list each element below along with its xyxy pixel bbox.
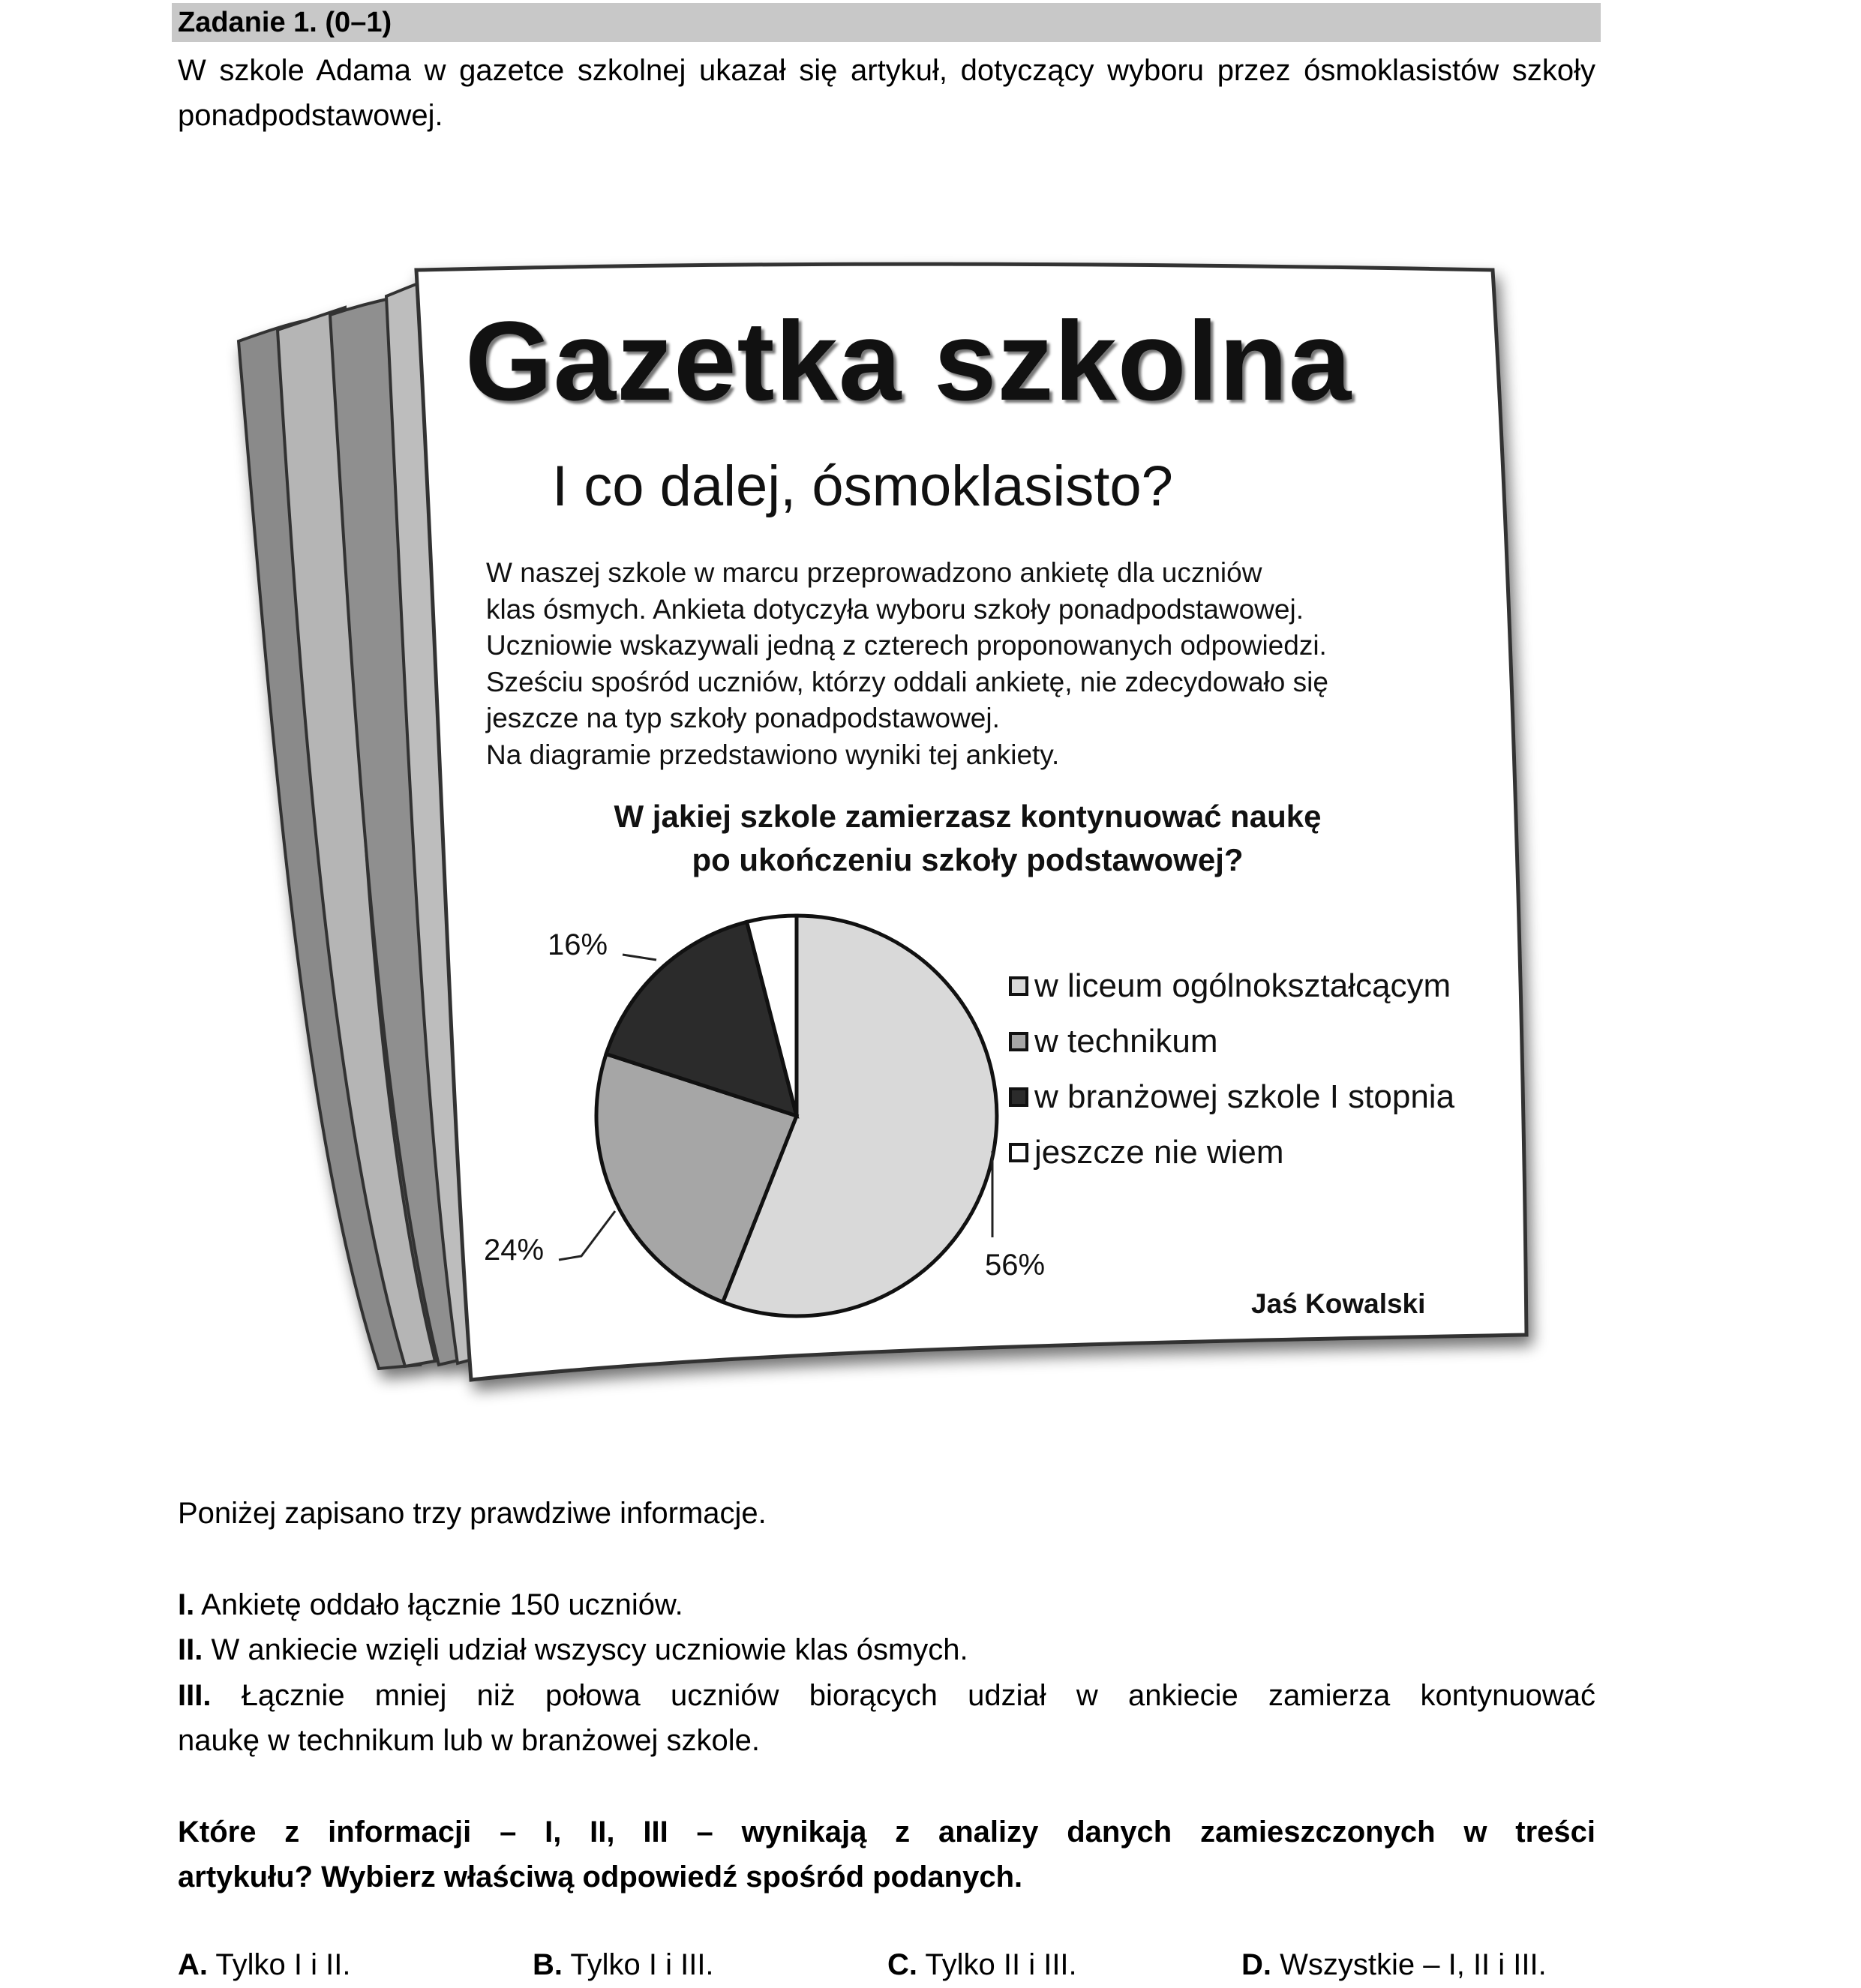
statement-text: W ankiecie wzięli udział wszyscy uczniowie klas ósmych. bbox=[211, 1633, 968, 1666]
newspaper-author: Jaś Kowalski bbox=[1251, 1288, 1426, 1319]
label-56: 56% bbox=[985, 1249, 1046, 1282]
legend-label: jeszcze nie wiem bbox=[1034, 1134, 1284, 1171]
legend-label: w liceum ogólnokształcącym bbox=[1034, 967, 1451, 1004]
body-line: jeszcze na typ szkoły ponadpodstawowej. bbox=[486, 703, 1000, 733]
option-text: Wszystkie – I, II i III. bbox=[1280, 1948, 1547, 1981]
statement-2 bbox=[178, 1627, 968, 1672]
option-a[interactable] bbox=[178, 1942, 350, 1987]
body-line: Na diagramie przedstawiono wyniki tej ankiety. bbox=[486, 739, 1060, 770]
legend-label: w branżowej szkole I stopnia bbox=[1034, 1078, 1455, 1115]
leader-line-24 bbox=[559, 1211, 615, 1260]
legend-swatch bbox=[1009, 1143, 1028, 1162]
option-c[interactable] bbox=[887, 1942, 1077, 1987]
task-intro: W szkole Adama w gazetce szkolnej ukazał się artykuł, dotyczący wyboru przez ósmoklasistów szkoły ponadpodstawowej. bbox=[178, 54, 1595, 132]
question-line-1: Które z informacji – I, II, III – wynikają z analizy danych zamieszczonych w treści bbox=[178, 1816, 1595, 1849]
statement-text: Ankietę oddało łącznie 150 uczniów. bbox=[201, 1588, 683, 1621]
legend-item bbox=[1009, 1134, 1284, 1171]
statement-number: III. bbox=[178, 1679, 212, 1712]
statement-number: II. bbox=[178, 1633, 203, 1666]
newspaper-title: Gazetka szkolna bbox=[465, 298, 1352, 424]
leader-line-16 bbox=[623, 955, 656, 960]
option-letter: B. bbox=[533, 1948, 563, 1981]
option-letter: C. bbox=[887, 1948, 917, 1981]
chart-title-line: po ukończeniu szkoły podstawowej? bbox=[692, 842, 1244, 877]
option-text: Tylko I i III. bbox=[570, 1948, 714, 1981]
option-letter: D. bbox=[1241, 1948, 1271, 1981]
newspaper-subtitle: I co dalej, ósmoklasisto? bbox=[552, 454, 1173, 518]
option-b[interactable] bbox=[533, 1942, 714, 1987]
legend-label: w technikum bbox=[1034, 1023, 1218, 1060]
legend-item bbox=[1009, 1023, 1218, 1060]
statements-intro: Poniżej zapisano trzy prawdziwe informacje. bbox=[178, 1497, 767, 1530]
option-text: Tylko II i III. bbox=[925, 1948, 1077, 1981]
chart-title-line: W jakiej szkole zamierzasz kontynuować naukę bbox=[614, 799, 1322, 834]
statement-3-cont: naukę w technikum lub w branżowej szkole. bbox=[178, 1724, 760, 1757]
question-line-2: artykułu? Wybierz właściwą odpowiedź spośród podanych. bbox=[178, 1861, 1023, 1894]
label-16: 16% bbox=[548, 928, 608, 961]
legend-item bbox=[1009, 967, 1451, 1005]
body-line: Uczniowie wskazywali jedną z czterech proponowanych odpowiedzi. bbox=[486, 630, 1327, 661]
legend-swatch bbox=[1009, 1032, 1028, 1051]
legend-item bbox=[1009, 1078, 1454, 1116]
body-line: Sześciu spośród uczniów, którzy oddali ankietę, nie zdecydowało się bbox=[486, 666, 1328, 697]
option-text: Tylko I i II. bbox=[215, 1948, 351, 1981]
legend-swatch bbox=[1009, 976, 1028, 996]
option-letter: A. bbox=[178, 1948, 208, 1981]
task-header: Zadanie 1. (0–1) bbox=[178, 7, 392, 38]
statement-1 bbox=[178, 1582, 683, 1627]
label-24: 24% bbox=[484, 1234, 545, 1267]
statement-3 bbox=[178, 1673, 1595, 1718]
body-line: klas ósmych. Ankieta dotyczyła wyboru szkoły ponadpodstawowej. bbox=[486, 593, 1304, 625]
option-d[interactable] bbox=[1241, 1942, 1547, 1987]
legend-swatch bbox=[1009, 1087, 1028, 1107]
statement-number: I. bbox=[178, 1588, 195, 1621]
body-line: W naszej szkole w marcu przeprowadzono ankietę dla uczniów bbox=[486, 557, 1262, 588]
statement-text: Łącznie mniej niż połowa uczniów biorących udział w ankiecie zamierza kontynuować bbox=[241, 1679, 1595, 1712]
